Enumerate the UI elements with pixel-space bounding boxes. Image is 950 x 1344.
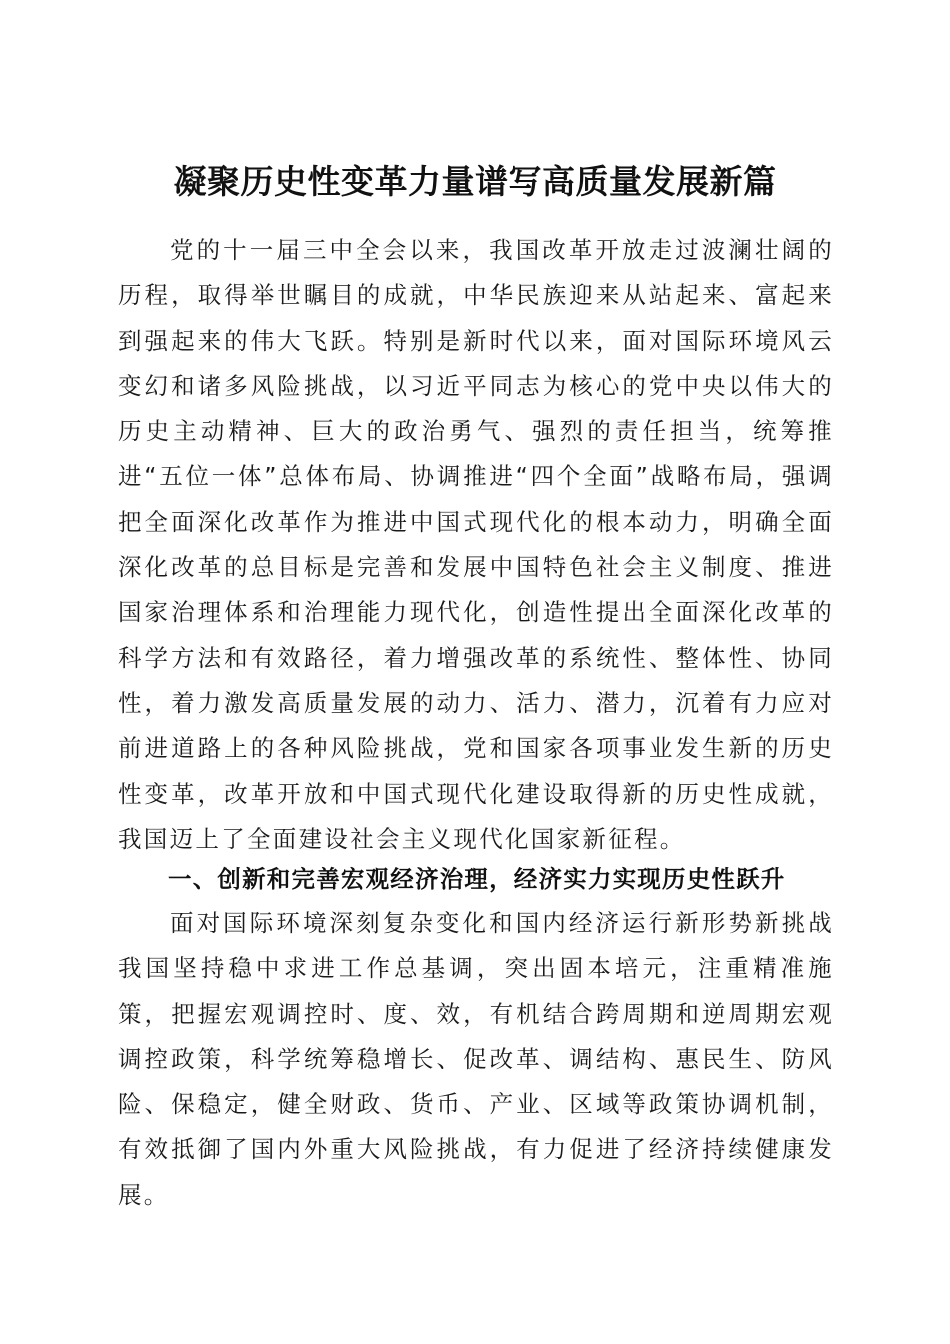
section-heading-1: 一、创新和完善宏观经济治理，经济实力实现历史性跃升	[168, 865, 786, 893]
document-title: 凝聚历史性变革力量谱写高质量发展新篇	[173, 162, 777, 202]
intro-paragraph: 党的十一届三中全会以来，我国改革开放走过波澜壮阔的历程，取得举世瞩目的成就，中华民族迎来从站起来、富起来到强起来的伟大飞跃。特别是新时代以来，面对国际环境风云变幻和诸多风险挑战，以习近平同志为核心的党中央以伟大的历史主动精神、巨大的政治勇气、强烈的责任担当，统筹推进“五位一体”总体布局、协调推进“四个全面”战略布局，强调把全面深化改革作为推进中国式现代化的根本动力，明确全面深化改革的总目标是完善和发展中国特色社会主义制度、推进国家治理体系和治理能力现代化，创造性提出全面深化改革的科学方法和有效路径，着力增强改革的系统性、整体性、协同性，着力激发高质量发展的动力、活力、潜力，沉着有力应对前进道路上的各种风险挑战，党和国家各项事业发生新的历史性变革，改革开放和中国式现代化建设取得新的历史性成就，我国迈上了全面建设社会主义现代化国家新征程。	[118, 236, 834, 853]
section-1-paragraph: 面对国际环境深刻复杂变化和国内经济运行新形势新挑战我国坚持稳中求进工作总基调，突出固本培元，注重精准施策，把握宏观调控时、度、效，有机结合跨周期和逆周期宏观调控政策，科学统筹稳增长、促改革、调结构、惠民生、防风险、保稳定，健全财政、货币、产业、区域等政策协调机制，有效抵御了国内外重大风险挑战，有力促进了经济持续健康发展。	[118, 909, 834, 1209]
